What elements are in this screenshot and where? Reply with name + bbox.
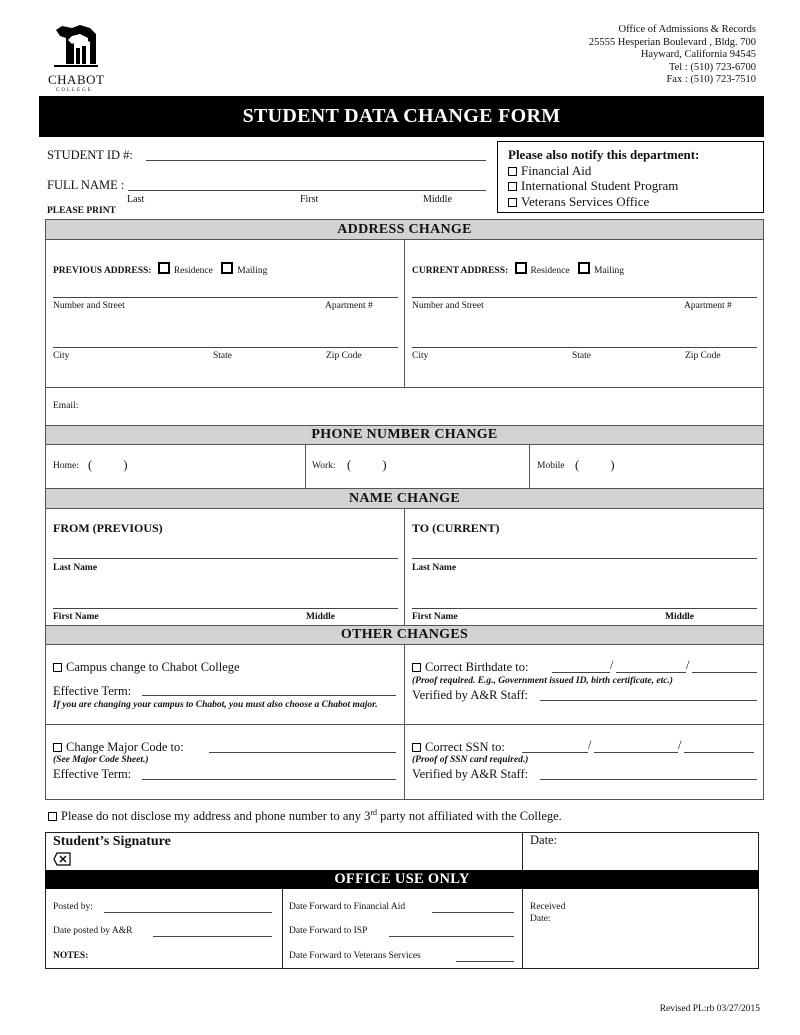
full-name-middle-caption: Middle: [423, 194, 452, 205]
email-field[interactable]: [90, 396, 750, 416]
previous-city-field[interactable]: [53, 347, 398, 348]
full-name-field[interactable]: [128, 190, 486, 191]
checkbox[interactable]: [53, 663, 62, 672]
divider: [45, 724, 764, 725]
last-name-caption: Last Name: [412, 563, 457, 573]
major-change-option[interactable]: [53, 740, 184, 755]
mobile-phone-field[interactable]: ( ): [575, 458, 615, 472]
full-name-last-caption: Last: [127, 194, 145, 205]
office-line: Office of Admissions & Records: [618, 24, 756, 35]
city-caption: City: [53, 351, 70, 361]
separator-slash: /: [686, 658, 690, 672]
mailing-label: Mailing: [593, 266, 625, 276]
checkbox[interactable]: [508, 167, 517, 176]
received-label: Received: [530, 902, 566, 912]
mailing-label: Mailing: [237, 266, 268, 276]
student-id-field[interactable]: [146, 160, 486, 161]
campus-change-note: If you are changing your campus to Chabot, you must also choose a Chabot major.: [53, 700, 378, 710]
home-phone-field[interactable]: ( ): [88, 458, 128, 472]
state-caption: State: [572, 351, 591, 361]
notify-title: Please also notify this department:: [508, 147, 700, 162]
logo-subtext: COLLEGE: [56, 88, 93, 93]
current-address-label: CURRENT ADDRESS:: [412, 266, 509, 276]
to-current-label: TO (CURRENT): [412, 521, 500, 535]
separator-slash: /: [678, 738, 682, 752]
birthdate-proof-note: (Proof required. E.g., Government issued ID, birth certificate, etc.): [412, 676, 673, 686]
birthdate-field[interactable]: [552, 660, 757, 674]
previous-last-name-field[interactable]: [53, 558, 398, 559]
ssn-part1-line: [522, 752, 588, 753]
major-effective-term-field[interactable]: [142, 779, 396, 780]
current-city-field[interactable]: [412, 347, 757, 348]
chabot-logo: [48, 24, 104, 96]
work-phone-field[interactable]: ( ): [347, 458, 387, 472]
from-previous-label: FROM (PREVIOUS): [53, 521, 163, 535]
divider: [522, 889, 523, 969]
ssn-label: Correct SSN to:: [425, 740, 505, 754]
divider: [404, 645, 405, 800]
checkbox[interactable]: [412, 743, 421, 752]
previous-address-group: [53, 262, 267, 276]
phone-change-heading: PHONE NUMBER CHANGE: [45, 425, 764, 445]
campus-change-option[interactable]: [53, 660, 240, 675]
ssn-option[interactable]: [412, 740, 505, 755]
campus-change-label: Campus change to Chabot College: [66, 660, 240, 674]
current-mailing-checkbox[interactable]: [578, 262, 590, 274]
previous-street-field[interactable]: [53, 297, 398, 298]
email-label: Email:: [53, 401, 79, 411]
divider: [404, 509, 405, 625]
ssn-verified-field[interactable]: [540, 779, 757, 780]
zip-caption: Zip Code: [326, 351, 362, 361]
residence-label: Residence: [173, 266, 213, 276]
zip-caption: Zip Code: [685, 351, 721, 361]
forward-fa-label: Date Forward to Financial Aid: [289, 902, 406, 912]
office-line: 25555 Hesperian Boulevard , Bldg. 700: [588, 36, 756, 48]
office-use-heading: OFFICE USE ONLY: [45, 870, 759, 889]
divider: [404, 240, 405, 387]
last-name-caption: Last Name: [53, 563, 98, 573]
forward-veterans-label: Date Forward to Veterans Services: [289, 951, 421, 961]
disclosure-sup: rd: [370, 808, 377, 817]
posted-by-label: Posted by:: [53, 902, 93, 912]
current-last-name-field[interactable]: [412, 558, 757, 559]
signature-date-label: Date:: [530, 833, 558, 847]
state-caption: State: [213, 351, 232, 361]
divider: [282, 889, 283, 969]
student-id-label: STUDENT ID #:: [47, 148, 133, 162]
city-caption: City: [412, 351, 429, 361]
ssn-part2-line: [594, 752, 678, 753]
please-print-note: PLEASE PRINT: [47, 206, 116, 216]
middle-caption: Middle: [665, 612, 695, 622]
campus-effective-term-label: Effective Term:: [53, 684, 132, 698]
checkbox[interactable]: [412, 663, 421, 672]
separator-slash: /: [588, 738, 592, 752]
ssn-verified-label: Verified by A&R Staff:: [412, 767, 529, 781]
received-date-label: Date:: [530, 914, 551, 924]
birthdate-option[interactable]: [412, 660, 528, 675]
revision-note: Revised PL:rb 03/27/2015: [659, 1004, 760, 1014]
student-signature-label: Student’s Signature: [53, 834, 171, 849]
forward-fa-field[interactable]: [432, 912, 514, 913]
date-posted-field[interactable]: [153, 936, 272, 937]
chabot-logo-icon: [52, 24, 100, 68]
first-name-caption: First Name: [412, 612, 458, 622]
birthdate-label: Correct Birthdate to:: [425, 660, 529, 674]
date-posted-label: Date posted by A&R: [53, 926, 133, 936]
divider: [522, 832, 523, 870]
ssn-field[interactable]: [522, 740, 754, 754]
ssn-proof-note: (Proof of SSN card required.): [412, 755, 529, 765]
major-code-field[interactable]: [209, 752, 396, 753]
birth-verified-field[interactable]: [540, 700, 757, 701]
previous-address-label: PREVIOUS ADDRESS:: [53, 266, 152, 276]
full-name-first-caption: First: [300, 194, 319, 205]
checkbox[interactable]: [53, 743, 62, 752]
current-first-name-field[interactable]: [412, 608, 757, 609]
signature-date-field[interactable]: [565, 836, 755, 864]
birth-day-line: [616, 672, 686, 673]
major-code-note: (See Major Code Sheet.): [53, 755, 149, 765]
office-address-block: [589, 24, 756, 87]
disclosure-option[interactable]: [48, 808, 562, 824]
student-signature-field[interactable]: [80, 838, 515, 866]
notes-label: NOTES:: [53, 951, 89, 961]
notify-item-international[interactable]: International Student Program: [508, 178, 753, 194]
posted-by-field[interactable]: [104, 912, 272, 913]
divider: [305, 445, 306, 488]
separator-slash: /: [610, 658, 614, 672]
birth-month-line: [552, 672, 610, 673]
current-residence-checkbox[interactable]: [515, 262, 527, 274]
notify-item-veterans[interactable]: Veterans Services Office: [508, 194, 753, 210]
divider: [529, 445, 530, 488]
other-changes-heading: OTHER CHANGES: [45, 625, 764, 645]
disclosure-text: Please do not disclose my address and phone number to any 3: [61, 809, 371, 824]
apartment-caption: Apartment #: [325, 301, 373, 311]
checkbox[interactable]: [48, 812, 57, 821]
office-line: Tel : (510) 723-6700: [668, 61, 756, 73]
address-change-heading: ADDRESS CHANGE: [45, 219, 764, 240]
forward-veterans-field[interactable]: [456, 961, 514, 962]
office-line: Fax : (510) 723-7510: [666, 74, 756, 86]
street-caption: Number and Street: [412, 301, 484, 311]
mobile-phone-label: Mobile: [537, 461, 565, 471]
street-caption: Number and Street: [53, 301, 125, 311]
middle-caption: Middle: [306, 612, 336, 622]
full-name-label: FULL NAME :: [47, 178, 125, 192]
office-line: Hayward, California 94545: [640, 49, 756, 61]
birth-verified-label: Verified by A&R Staff:: [412, 688, 529, 702]
forward-isp-label: Date Forward to ISP: [289, 926, 368, 936]
work-phone-label: Work:: [312, 461, 336, 471]
checkbox[interactable]: [508, 198, 517, 207]
checkbox[interactable]: [508, 182, 517, 191]
first-name-caption: First Name: [53, 612, 99, 622]
notify-department-box: [497, 141, 764, 213]
major-effective-term-label: Effective Term:: [53, 767, 132, 781]
current-address-group: [412, 262, 624, 276]
residence-label: Residence: [530, 266, 570, 276]
birth-year-line: [692, 672, 757, 673]
logo-text: CHABOT: [48, 72, 105, 87]
forward-isp-field[interactable]: [389, 936, 514, 937]
home-phone-label: Home:: [53, 461, 79, 471]
previous-first-name-field[interactable]: [53, 608, 398, 609]
campus-effective-term-field[interactable]: [142, 695, 396, 696]
current-street-field[interactable]: [412, 297, 757, 298]
name-change-heading: NAME CHANGE: [45, 488, 764, 509]
previous-mailing-checkbox[interactable]: [221, 262, 233, 274]
notify-item-financial-aid[interactable]: Financial Aid: [508, 163, 753, 179]
divider: [45, 387, 764, 388]
major-change-label: Change Major Code to:: [66, 740, 184, 754]
apartment-caption: Apartment #: [684, 301, 732, 311]
ssn-part3-line: [684, 752, 754, 753]
previous-residence-checkbox[interactable]: [158, 262, 170, 274]
form-title: STUDENT DATA CHANGE FORM: [39, 96, 764, 137]
disclosure-text-end: party not affiliated with the College.: [377, 809, 562, 824]
signature-x-icon: [53, 852, 71, 866]
